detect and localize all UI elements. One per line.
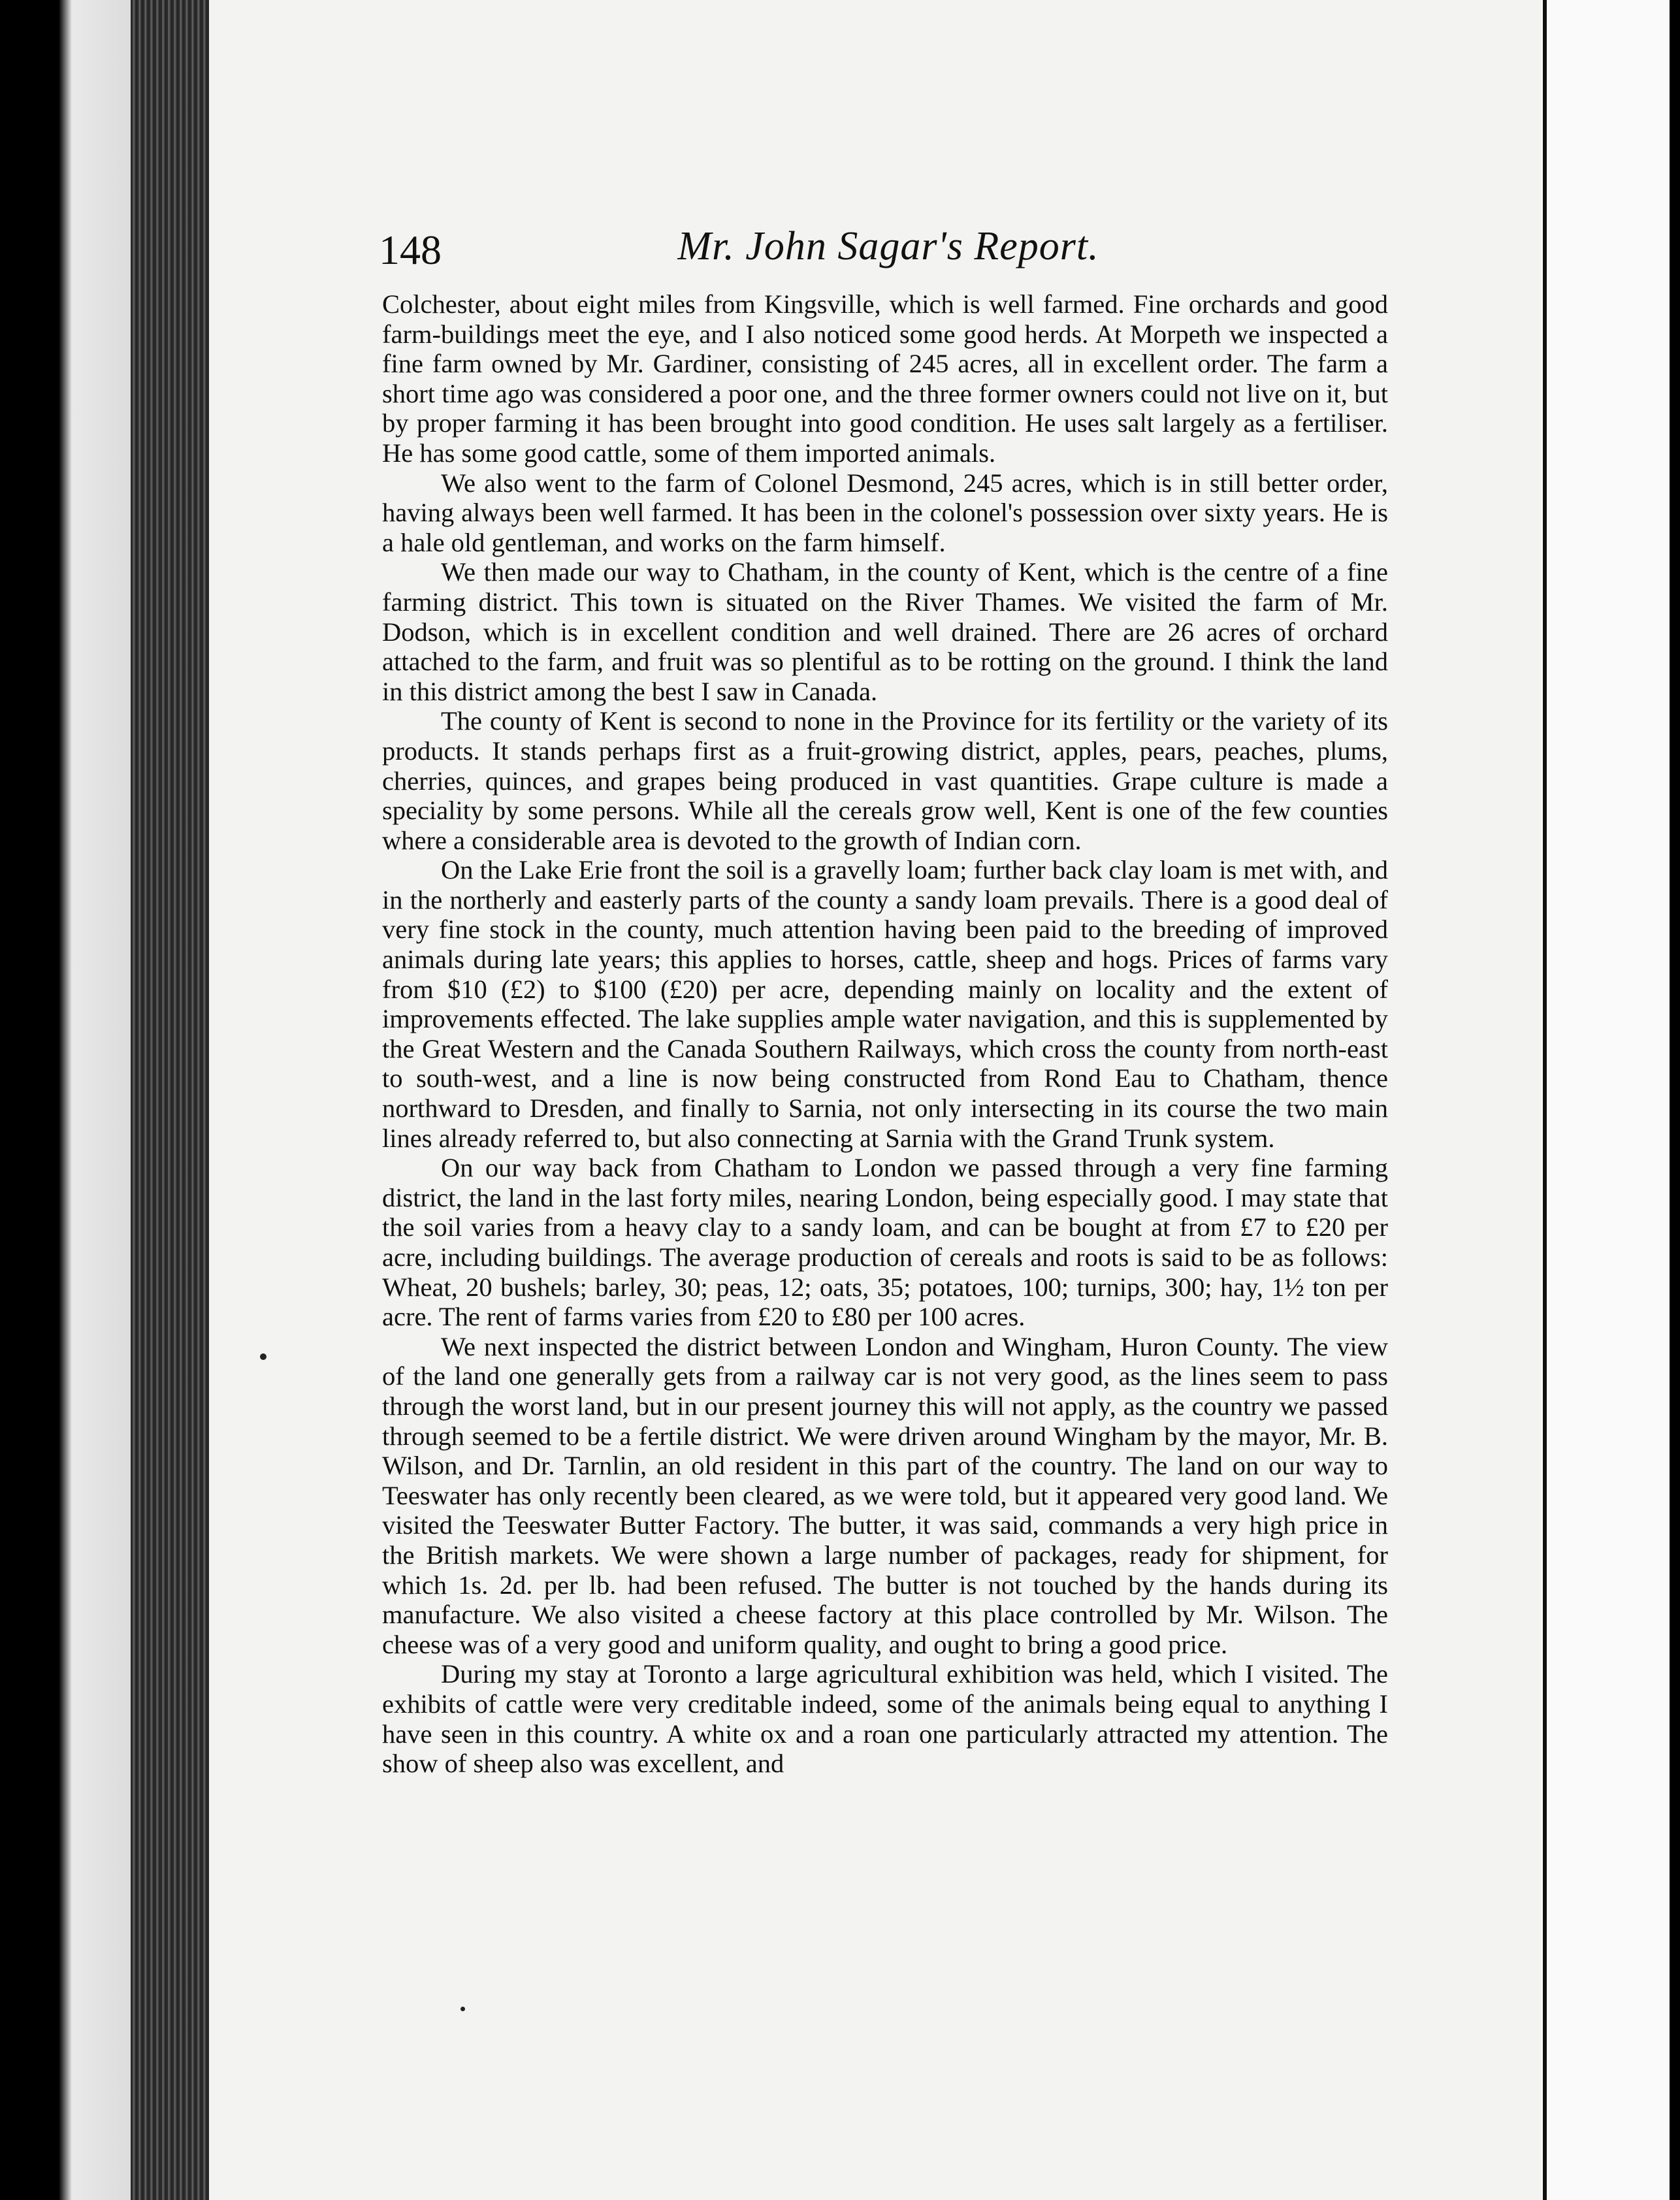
paragraph-6: On our way back from Chatham to London we passed through a very fine farming district, the land in the last forty miles, nearing London, being especially good. I may state that the soil varies from a heavy clay to a sandy loam, and can be bought at from £7 to £20 per acre, including buildings. The average production of cereals and roots is said to be as follows: Wheat, 20 bushels; barley, 30; peas, 12; oats, 35; potatoes, 100; turnips, 300; hay, 1½ ton per acre. The rent of farms varies from £20 to £80 per 100 acres. bbox=[382, 1153, 1388, 1332]
paragraph-1: Colchester, about eight miles from Kingsville, which is well farmed. Fine orchards and good farm-buildings meet the eye, and I also noticed some good herds. At Morpeth we inspected a fine farm owned by Mr. Gardiner, consisting of 245 acres, all in excellent order. The farm a short time ago was considered a poor one, and the three former owners could not live on it, but by proper farming it has been brought into good condition. He uses salt largely as a fertiliser. He has some good cattle, some of them imported animals. bbox=[382, 289, 1388, 468]
paragraph-5: On the Lake Erie front the soil is a gravelly loam; further back clay loam is met with, and in the northerly and easterly parts of the county a sandy loam prevails. There is a good deal of very fine stock in the county, much attention having been paid to the breeding of improved animals during late years; this applies to horses, cattle, sheep and hogs. Prices of farms vary from $10 (£2) to $100 (£20) per acre, depending mainly on locality and the extent of improvements effected. The lake supplies ample water navigation, and this is supplemented by the Great Western and the Canada Southern Railways, which cross the county from north-east to south-west, and a line is now being constructed from Rond Eau to Chatham, thence northward to Dresden, and finally to Sarnia, not only intersecting in its course the two main lines already referred to, but also connecting at Sarnia with the Grand Trunk system. bbox=[382, 855, 1388, 1153]
page-number: 148 bbox=[379, 227, 442, 273]
running-title: Mr. John Sagar's Report. bbox=[677, 224, 1099, 268]
paragraph-8: During my stay at Toronto a large agricultural exhibition was held, which I visited. The exhibits of cattle were very creditable indeed, some of the animals being equal to anything I have seen in this country. A white ox and a roan one particularly attracted my attention. The show of sheep also was excellent, and bbox=[382, 1659, 1388, 1779]
paragraph-4: The county of Kent is second to none in the Province for its fertility or the variety of its products. It stands perhaps first as a fruit-growing district, apples, pears, peaches, plums, cherries, quinces, and grapes being produced in vast quantities. Grape culture is made a speciality by some persons. While all the cereals grow well, Kent is one of the few counties where a considerable area is devoted to the growth of Indian corn. bbox=[382, 706, 1388, 855]
facing-page-gutter bbox=[1543, 0, 1547, 2200]
scan-speck bbox=[460, 2007, 465, 2011]
paragraph-2: We also went to the farm of Colonel Desmond, 245 acres, which is in still better order, having always been well farmed. It has been in the colonel's possession over sixty years. He is a hale old gentleman, and works on the farm himself. bbox=[382, 468, 1388, 557]
body-text bbox=[382, 289, 1388, 1779]
paragraph-7: We next inspected the district between London and Wingham, Huron County. The view of the land one generally gets from a railway car is not very good, as the lines seem to pass through the worst land, but in our present journey this will not apply, as the country we passed through seemed to be a fertile district. We were driven around Wingham by the mayor, Mr. B. Wilson, and Dr. Tarnlin, an old resident in this part of the country. The land on our way to Teeswater has only recently been cleared, as we were told, but it appeared very good land. We visited the Teeswater Butter Factory. The butter, it was said, commands a very high price in the British markets. We were shown a large number of packages, ready for shipment, for which 1s. 2d. per lb. had been refused. The butter is not touched by the hands during its manufacture. We also visited a cheese factory at this place controlled by Mr. Wilson. The cheese was of a very good and uniform quality, and ought to bring a good price. bbox=[382, 1331, 1388, 1659]
facing-page-strip bbox=[1542, 0, 1680, 2200]
page-header bbox=[379, 221, 1398, 280]
scan-speck bbox=[260, 1353, 267, 1360]
book-page-edges bbox=[131, 0, 209, 2200]
scan-right-margin bbox=[1670, 0, 1680, 2200]
paragraph-3: We then made our way to Chatham, in the county of Kent, which is the centre of a fine farming district. This town is situated on the River Thames. We visited the farm of Mr. Dodson, which is in excellent condition and well drained. There are 26 acres of orchard attached to the farm, and fruit was so plentiful as to be rotting on the ground. I think the land in this district among the best I saw in Canada. bbox=[382, 557, 1388, 706]
scan-left-margin bbox=[0, 0, 131, 2200]
